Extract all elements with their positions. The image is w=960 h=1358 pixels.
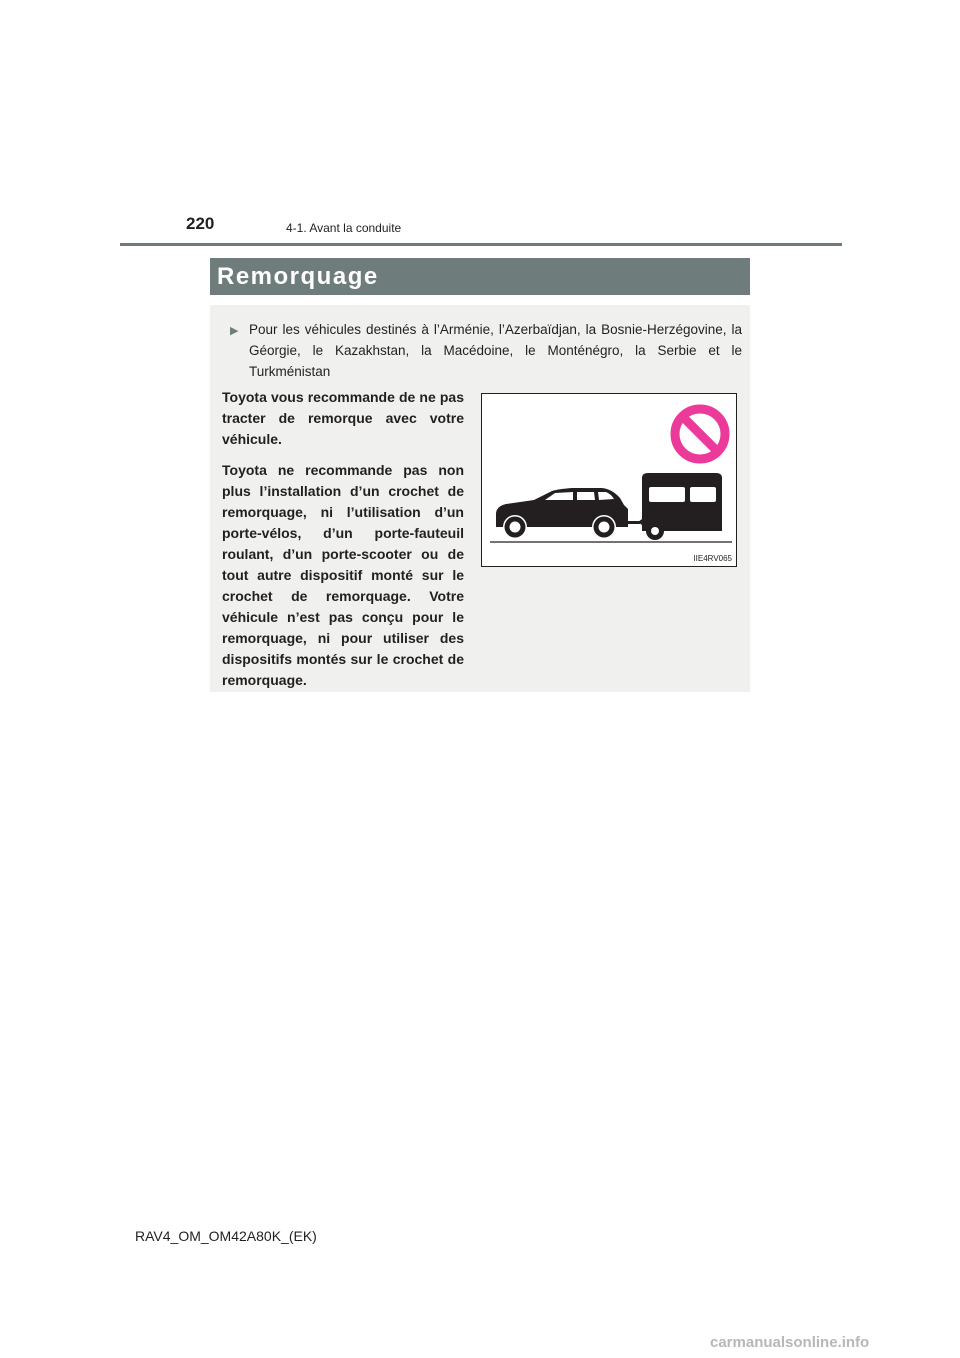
footer-code: RAV4_OM_OM42A80K_(EK) [135,1228,317,1244]
section-label: 4-1. Avant la conduite [286,221,402,235]
content-box [210,305,750,692]
paragraph-1: Toyota vous recommande de ne pas tracter de remorque avec votre véhicule. [222,389,464,447]
title-bar [210,258,750,295]
body-text [222,387,464,701]
watermark: carmanualsonline.info [710,1334,870,1351]
bullet-item [230,319,742,382]
bullet-text: Pour les véhicules destinés à l’Arménie, l’Azerbaïdjan, la Bosnie-Herzégovine, la Géorgie, le Kazakhstan, la Macédoine, le Monténégro, la Serbie et le Turkménistan [249,322,742,379]
header-rule [120,243,842,246]
triangle-right-icon: ▶ [230,325,239,337]
figure-code: IIE4RV065 [693,554,732,563]
trailer-silhouette-icon [638,473,722,540]
prohibition-icon [675,409,725,459]
car-silhouette-icon [496,488,640,538]
page-number: 220 [186,214,215,233]
page-title: Remorquage [217,263,379,290]
paragraph-2: Toyota ne recommande pas non plus l’installation d’un crochet de remorquage, ni l’utilisation d’un porte-vélos, d’un porte-fauteuil roulant, d’un porte-scooter ou de tout autre dispositif monté sur le crochet de remorquage. Votre véhicule n’est pas conçu pour le remorquage, ni pour utiliser des dispositifs montés sur le crochet de remorquage. [222,462,464,688]
illustration [481,393,737,567]
towing-illustration [482,394,736,566]
